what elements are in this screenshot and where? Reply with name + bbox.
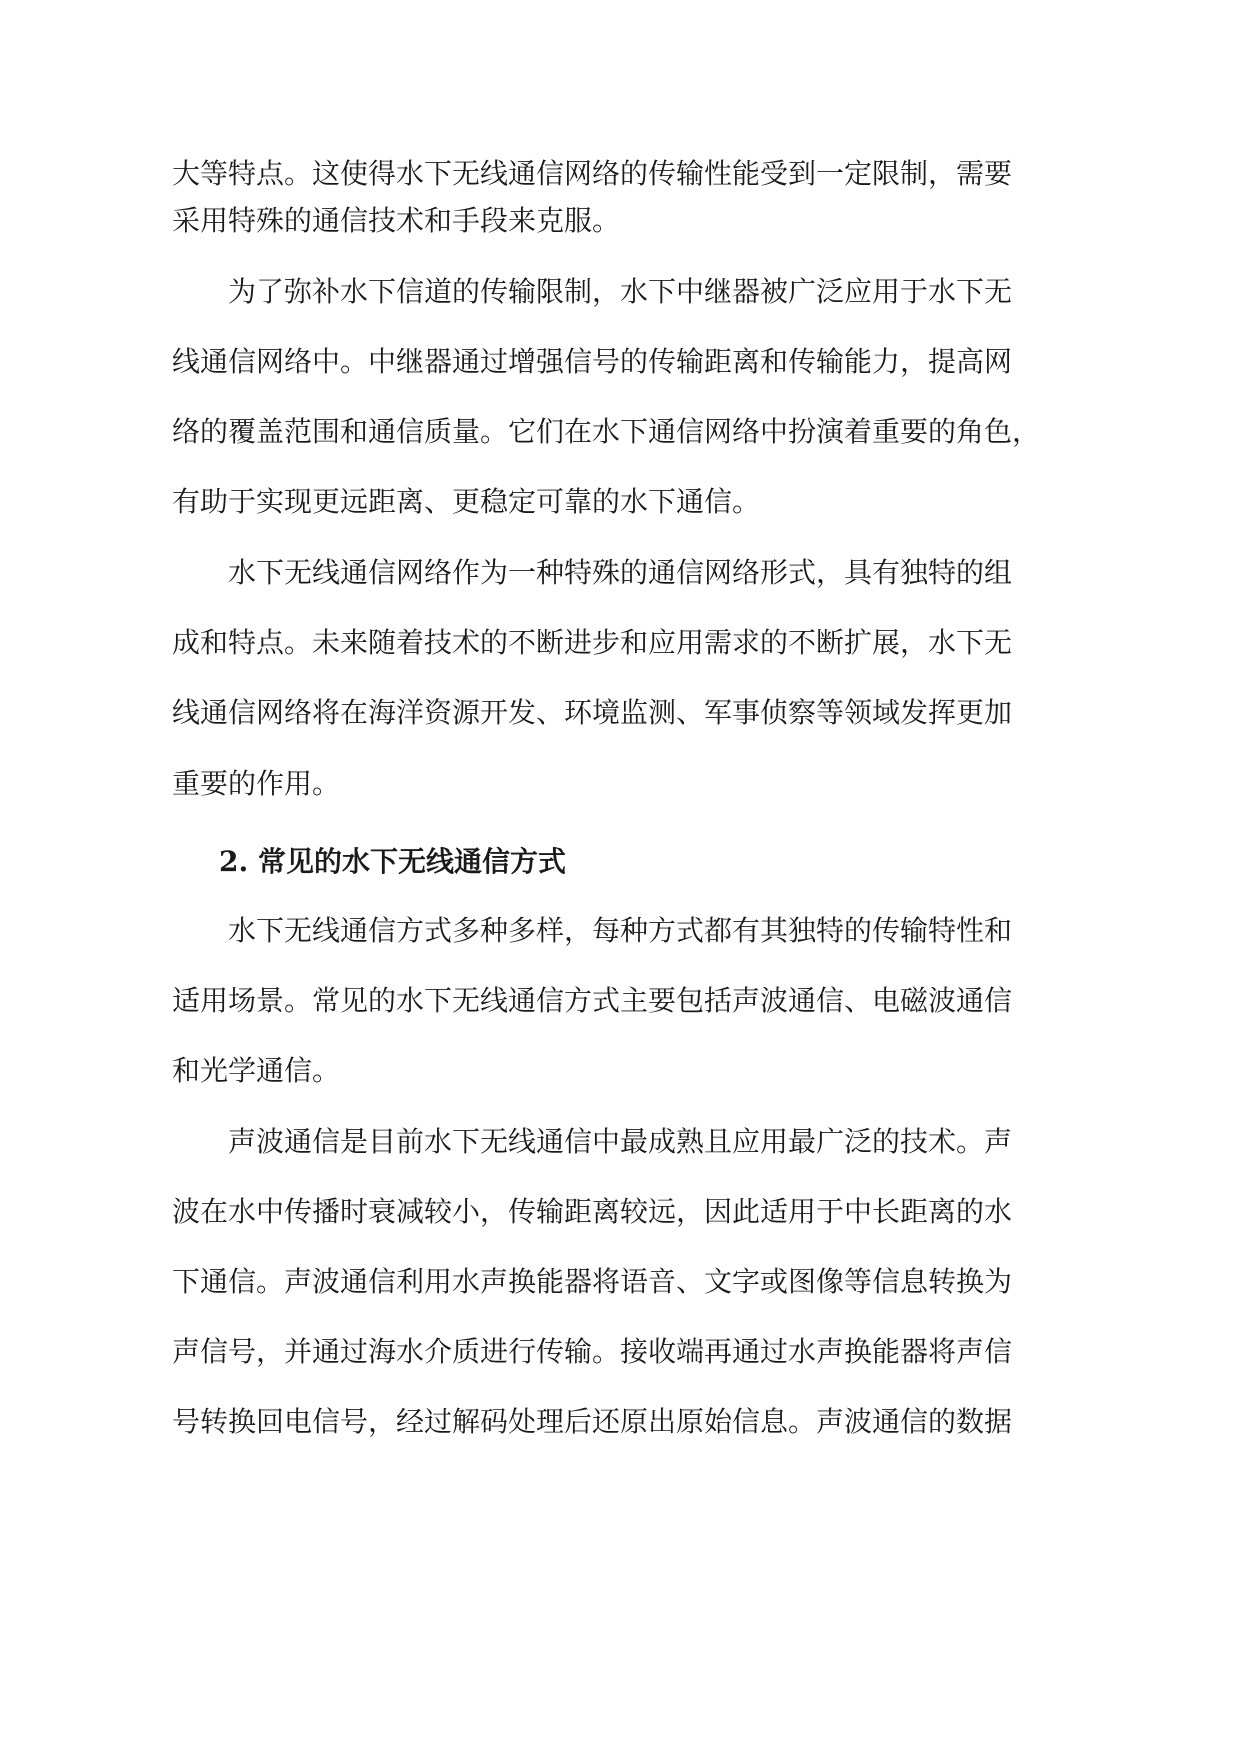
text-line: 有助于实现更远距离、更稳定可靠的水下通信。 [172,485,761,518]
text-line: 水下无线通信方式多种多样，每种方式都有其独特的传输特性和 [228,914,1013,947]
text-line: 采用特殊的通信技术和手段来克服。 [172,204,621,237]
text-line: 为了弥补水下信道的传输限制，水下中继器被广泛应用于水下无 [228,275,1013,308]
text-line: 重要的作用。 [172,767,341,800]
text-line: 声波通信是目前水下无线通信中最成熟且应用最广泛的技术。声 [228,1125,1013,1158]
section-heading: 2. 常见的水下无线通信方式 [219,845,566,878]
text-line: 声信号，并通过海水介质进行传输。接收端再通过水声换能器将声信 [172,1335,1013,1368]
text-line: 号转换回电信号，经过解码处理后还原出原始信息。声波通信的数据 [172,1405,1013,1438]
text-line: 波在水中传播时衰减较小，传输距离较远，因此适用于中长距离的水 [172,1195,1013,1228]
text-line: 线通信网络将在海洋资源开发、环境监测、军事侦察等领域发挥更加 [172,696,1013,729]
text-line: 下通信。声波通信利用水声换能器将语音、文字或图像等信息转换为 [172,1265,1013,1298]
text-line: 水下无线通信网络作为一种特殊的通信网络形式，具有独特的组 [228,556,1013,589]
text-line: 络的覆盖范围和通信质量。它们在水下通信网络中扮演着重要的角色， [172,415,1041,448]
text-line: 成和特点。未来随着技术的不断进步和应用需求的不断扩展，水下无 [172,626,1013,659]
text-line: 适用场景。常见的水下无线通信方式主要包括声波通信、电磁波通信 [172,984,1013,1017]
text-line: 和光学通信。 [172,1054,341,1087]
text-line: 大等特点。这使得水下无线通信网络的传输性能受到一定限制，需要 [172,157,1013,190]
text-line: 线通信网络中。中继器通过增强信号的传输距离和传输能力，提高网 [172,345,1013,378]
